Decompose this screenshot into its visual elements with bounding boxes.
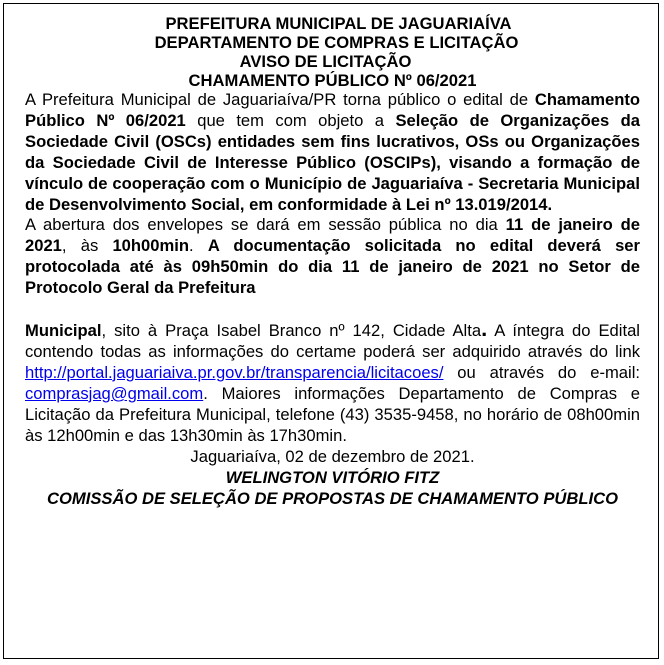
licitacoes-link[interactable]: http://portal.jaguariaiva.pr.gov.br/transparencia/licitacoes/: [25, 362, 444, 382]
para3-text-2: A íntegra do Edital contendo todas as informações do certame poderá ser adquirido através do link: [25, 321, 640, 361]
date-line: Jaguariaíva, 02 de dezembro de 2021.: [190, 446, 475, 466]
commission-name: COMISSÃO DE SELEÇÃO DE PROPOSTAS DE CHAMAMENTO PÚBLICO: [47, 489, 618, 509]
signatory-name: WELINGTON VITÓRIO FITZ: [225, 468, 440, 488]
para2-protocol-deadline: A documentação solicitada no edital deverá ser protocolada até às 09h50min do dia 11 de janeiro de 2021 no Setor de Protocolo Geral da Prefeitura: [25, 236, 640, 298]
para1-object-description: Seleção de Organizações da Sociedade Civil (OSCs) entidades sem fins lucrativos, OSs ou Organizações da Sociedade Civil de Interesse Público (OSCIPs), visando a formação de vínculo de cooperação com o Município de Jaguariaíva - Secretaria Municipal de Desenvolvimento Social, em conformidade à Lei nº 13.019/2014.: [25, 110, 640, 214]
para3-dot: .: [481, 316, 488, 342]
para1-chamamento-ref: Chamamento Público Nº 06/2021: [25, 90, 640, 130]
email-link[interactable]: comprasjag@gmail.com: [25, 383, 204, 403]
para3-text-4: . Maiores informações Departamento de Compras e Licitação da Prefeitura Municipal, telefone (43) 3535-9458, no horário de 08h00min às 12h00min e das 13h30min às 17h30min.: [25, 383, 640, 445]
paragraph-object: [25, 90, 640, 215]
para1-text-1: A Prefeitura Municipal de Jaguariaíva/PR torna público o edital de: [25, 90, 535, 109]
paragraph-opening: [25, 215, 640, 299]
para2-text-1: A abertura dos envelopes se dará em sessão pública no dia: [25, 215, 506, 235]
header-aviso: AVISO DE LICITAÇÃO: [239, 52, 412, 71]
header-departamento: DEPARTAMENTO DE COMPRAS E LICITAÇÃO: [154, 33, 519, 52]
header-chamamento: CHAMAMENTO PÚBLICO Nº 06/2021: [188, 71, 477, 90]
para2-text-3: .: [189, 236, 208, 256]
para2-opening-date: 11 de janeiro de 2021: [25, 215, 640, 256]
para2-text-2: , às: [61, 236, 113, 256]
para3-municipal: Municipal: [25, 321, 102, 341]
para3-text-3: ou através do e-mail:: [443, 362, 640, 382]
para1-text-2: que tem com objeto a: [185, 110, 396, 130]
paragraph-contact: [25, 316, 640, 446]
para3-text-1: , sito à Praça Isabel Branco nº 142, Cidade Alta: [101, 321, 482, 341]
blank-gap: [25, 299, 640, 321]
para2-opening-time: 10h00min: [112, 236, 189, 256]
header-prefeitura: PREFEITURA MUNICIPAL DE JAGUARIAÍVA: [165, 14, 512, 33]
licitation-notice: [3, 3, 659, 659]
